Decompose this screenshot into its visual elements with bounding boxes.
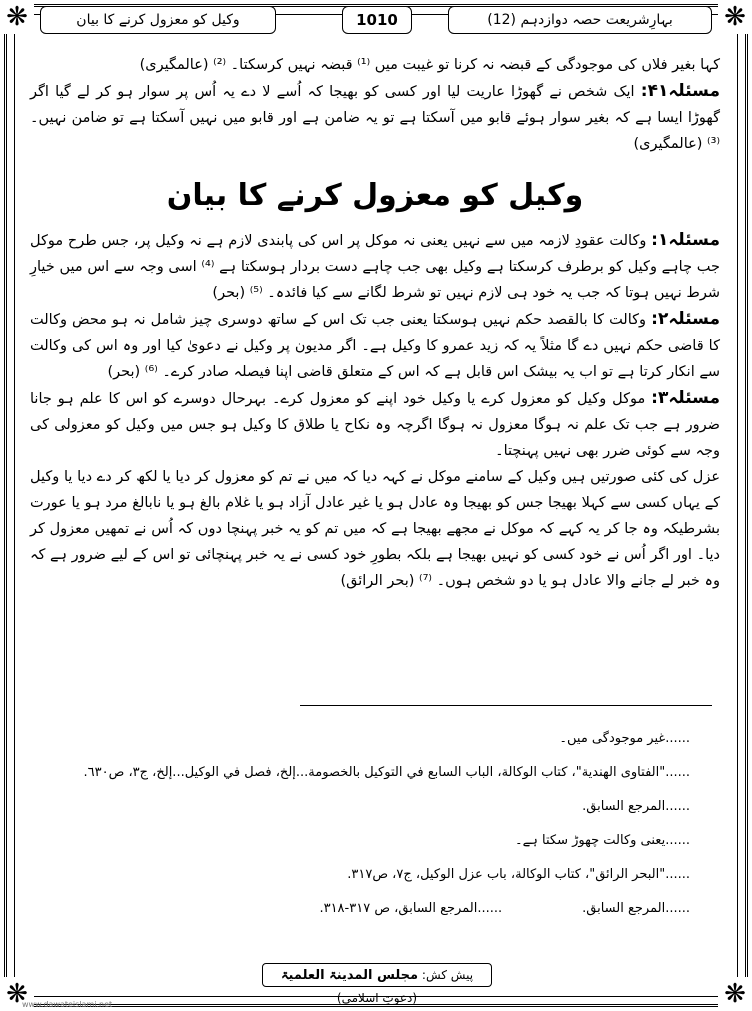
page-footer	[262, 963, 492, 1005]
watermark: www.dawateislami.net	[22, 1000, 113, 1009]
footnote: ......"البحر الرائق"، كتاب الوكالة، باب عزل الوكيل، ج٧، ص٣١٧.	[347, 867, 690, 882]
masala-label: مسئلہ۲:	[651, 309, 721, 329]
footnote: ......المرجع السابق.	[582, 901, 690, 916]
section-title: وکیل کو معزول کرنے کا بیان	[166, 178, 584, 213]
main-text	[30, 52, 720, 594]
footnote: ......یعنی وکالت چھوڑ سکتا ہے۔	[515, 833, 690, 848]
masala-label: مسئلہ۴۱:	[640, 81, 720, 101]
masala-label: مسئلہ۳:	[651, 388, 721, 408]
footer-prefix: پیش کش:	[421, 968, 474, 982]
masala-text: ایک شخص نے گھوڑا عاریت لیا اور کسی کو بھیجا کہ اُسے لا دے یہ اُس پر سوار ہو کر لے گیا اگر گھوڑا ایسا ہے کہ بغیر سوار ہوئے قابو میں آسکتا ہے تو یہ ضامن ہے اور قابو میں نہیں آسکتا ہے تو ضامن نہیں۔ ⁽³⁾ (عالمگیری)	[30, 84, 720, 152]
masala-1	[30, 227, 720, 306]
masala-text: وکالت عقودِ لازمہ میں سے نہیں یعنی نہ موکل پر اس کی پابندی لازم ہے نہ وکیل پر، جس طرح موکل جب چاہے وکیل کو برطرف کرسکتا ہے وکیل بھی جب چاہے دست بردار ہوسکتا ہے ⁽⁴⁾ اسی وجہ سے اس میں خیارِ شرط نہیں ہوتا کہ جب یہ خود ہی لازم نہیں تو شرط لگانے سے کیا فائدہ۔ ⁽⁵⁾ (بحر)	[30, 233, 720, 301]
ornament-corner-icon: ❋	[718, 0, 752, 34]
paragraph: کہا بغیر فلاں کی موجودگی کے قبضہ نہ کرنا تو غیبت میں ⁽¹⁾ قبضہ نہیں کرسکتا۔ ⁽²⁾ (عالمگیری)	[139, 57, 720, 73]
chapter-title: وکیل کو معزول کرنے کا بیان	[40, 6, 276, 34]
masala-2	[30, 306, 720, 385]
footer-org: مجلس المدینۃ العلمیۃ	[280, 968, 419, 983]
masala-text: موکل وکیل کو معزول کرے یا وکیل خود اپنے کو معزول کرے۔ بہرحال دوسرے کو اس کا علم ہو جانا ضرور ہے جب تک علم نہ ہوگا معزول نہ ہوگا اگرچہ وہ نکاح یا طلاق کا وکیل ہو جس میں وکیل کو معزولی کی وجہ سے کوئی ضرر بھی نہیں پہنچتا۔	[30, 391, 720, 459]
footnote: ......"الفتاوی الهندية"، كتاب الوكالة، الباب السابع في التوكيل بالخصومة...إلخ، فصل في الوكيل...إلخ، ج٣، ص٦٣٠.	[83, 765, 690, 780]
page-header	[40, 6, 712, 36]
footnote: ......المرجع السابق.	[582, 799, 690, 814]
footnote-row	[30, 892, 690, 926]
footnote: ......غیر موجودگی میں۔	[559, 731, 690, 746]
ornament-corner-icon: ❋	[718, 977, 752, 1011]
masala-3	[30, 385, 720, 464]
page-number: 1010	[342, 6, 412, 34]
footnotes	[30, 722, 690, 926]
footer-suffix: (دعوتِ اسلامی)	[336, 991, 418, 1005]
ornament-corner-icon: ❋	[0, 0, 34, 34]
book-title: بہارِشریعت حصہ دوازدہم (12)	[448, 6, 712, 34]
footnote: ......المرجع السابق، ص ٣١٧-٣١٨.	[319, 901, 503, 916]
footnote-divider	[300, 705, 712, 706]
masala-41	[30, 78, 720, 157]
masala-label: مسئلہ۱:	[651, 230, 721, 250]
masala-text: وکالت کا بالقصد حکم نہیں ہوسکتا یعنی جب تک اس کے ساتھ دوسری چیز شامل نہ ہو محض وکالت کا قاضی حکم نہیں دے گا مثلاً یہ کہ زید عمرو کا وکیل ہے۔ اگر مدیون پر وکیل نے دعویٰ کیا اور وہ اس کی وکالت سے انکار کرتا ہے تو اب یہ بیشک اس قابل ہے کہ اس کے متعلق قاضی اپنا فیصلہ صادر کرے۔ ⁽⁶⁾ (بحر)	[30, 312, 720, 380]
ornament-corner-icon: ❋	[0, 977, 34, 1011]
paragraph: عزل کی کئی صورتیں ہیں وکیل کے سامنے موکل نے کہہ دیا کہ میں نے تم کو معزول کر دیا یا لکھ کر دے دیا یا وکیل کے یہاں کسی سے کہلا بھیجا جس کو بھیجا وہ عادل ہو یا غیر عادل آزاد ہو یا غلام بالغ ہو یا نابالغ مرد ہو یا عورت بشرطیکہ وہ جا کر یہ کہے کہ موکل نے مجھے بھیجا ہے کہ میں تم کو یہ خبر پہنچا دوں کہ اُس نے تمھیں معزول کر دیا۔ اور اگر اُس نے خود کسی کو نہیں بھیجا ہے بلکہ بطورِ خود کسی نے یہ خبر پہنچائی تو اس کے لیے ضرور ہے کہ وہ خبر لے جانے والا عادل ہو یا دو شخص ہوں۔ ⁽⁷⁾ (بحر الرائق)	[30, 469, 720, 589]
